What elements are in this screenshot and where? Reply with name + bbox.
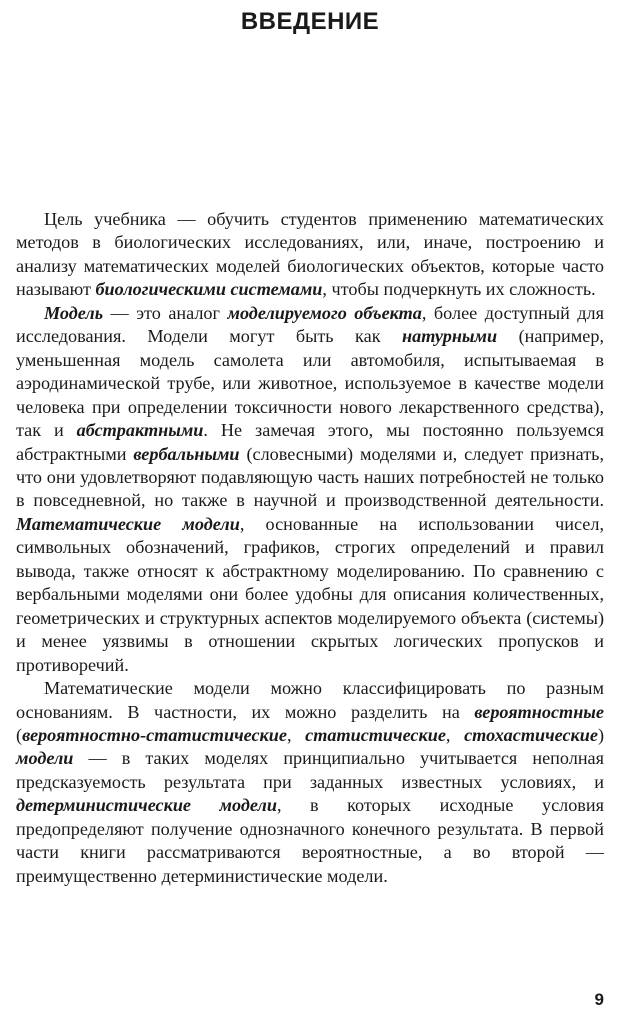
text-run: (например, уменьшенная модель самолета или автомобиля, испытываемая в аэродинамической трубе, или животное, используемое в качестве модели человека при определении токсичности нового лекарственного средства), так и — [16, 326, 605, 441]
text-run: , — [286, 724, 306, 745]
text-run: , основанные на использовании чисел, символьных обозначений, графиков, строгих определений и правил вывода, также относят к абстрактному моделированию. По сравнению с вербальными моделями они более удобны для описания количественных, геометрических и структурных аспектов моделируемого объекта (системы) и менее уязвимы в отношении скрытых логических пропусков и противоречий. — [16, 513, 604, 675]
term: статистические — [305, 724, 446, 745]
term: вероятностно-статистические — [22, 724, 287, 745]
term: вероятностные — [474, 701, 604, 722]
text-run: Математические модели можно классифицировать по разным основаниям. В частности, их можно разделить на — [16, 678, 604, 722]
text-run: ) — [597, 724, 605, 745]
term: абстрактными — [76, 420, 204, 441]
text-run: , в которых исходные условия предопределяют получение однозначного конечного результата. В первой части книги рассматриваются вероятностные, а во второй — преимущественно детерминистические модели. — [16, 795, 604, 886]
term: Модель — [44, 302, 104, 323]
text-run: Цель учебника — обучить студентов применению математических методов в биологических исследованиях, или, иначе, построению и анализу математических моделей биологических объектов, которые часто называют — [16, 209, 604, 300]
term: моделируемого объекта — [227, 302, 422, 323]
text-run: (словесными) моделями и, следует признать, что они удовлетворяют подавляющую часть наших потребностей не только в повседневной, но также в научной и производственной деятельности. — [16, 443, 604, 511]
term: стохастические — [464, 724, 598, 745]
paragraph-2 — [16, 302, 604, 677]
paragraph-3 — [16, 677, 604, 888]
text-run: , чтобы подчеркнуть их сложность. — [322, 279, 596, 300]
term: вербальными — [133, 443, 240, 464]
text-run: — в таких моделях принципиально учитывается неполная предсказуемость результата при заданных известных условиях, и — [16, 748, 604, 792]
page-number: 9 — [594, 990, 604, 1009]
term: натурными — [402, 326, 498, 347]
text-run: , более доступный для исследования. Модели могут быть как — [16, 302, 604, 347]
term: детерминистические модели — [16, 795, 277, 816]
body-text — [16, 208, 604, 888]
term: Математические модели — [16, 513, 240, 534]
text-run: , — [445, 724, 465, 745]
chapter-title: ВВЕДЕНИЕ — [240, 8, 380, 35]
text-run: . Не замечая этого, мы постоянно пользуемся абстрактными — [16, 420, 605, 464]
text-run: — это аналог — [103, 302, 228, 323]
term: биологическими системами — [95, 279, 323, 300]
paragraph-1 — [16, 208, 604, 302]
term: модели — [16, 748, 74, 769]
text-run: ( — [16, 724, 23, 745]
